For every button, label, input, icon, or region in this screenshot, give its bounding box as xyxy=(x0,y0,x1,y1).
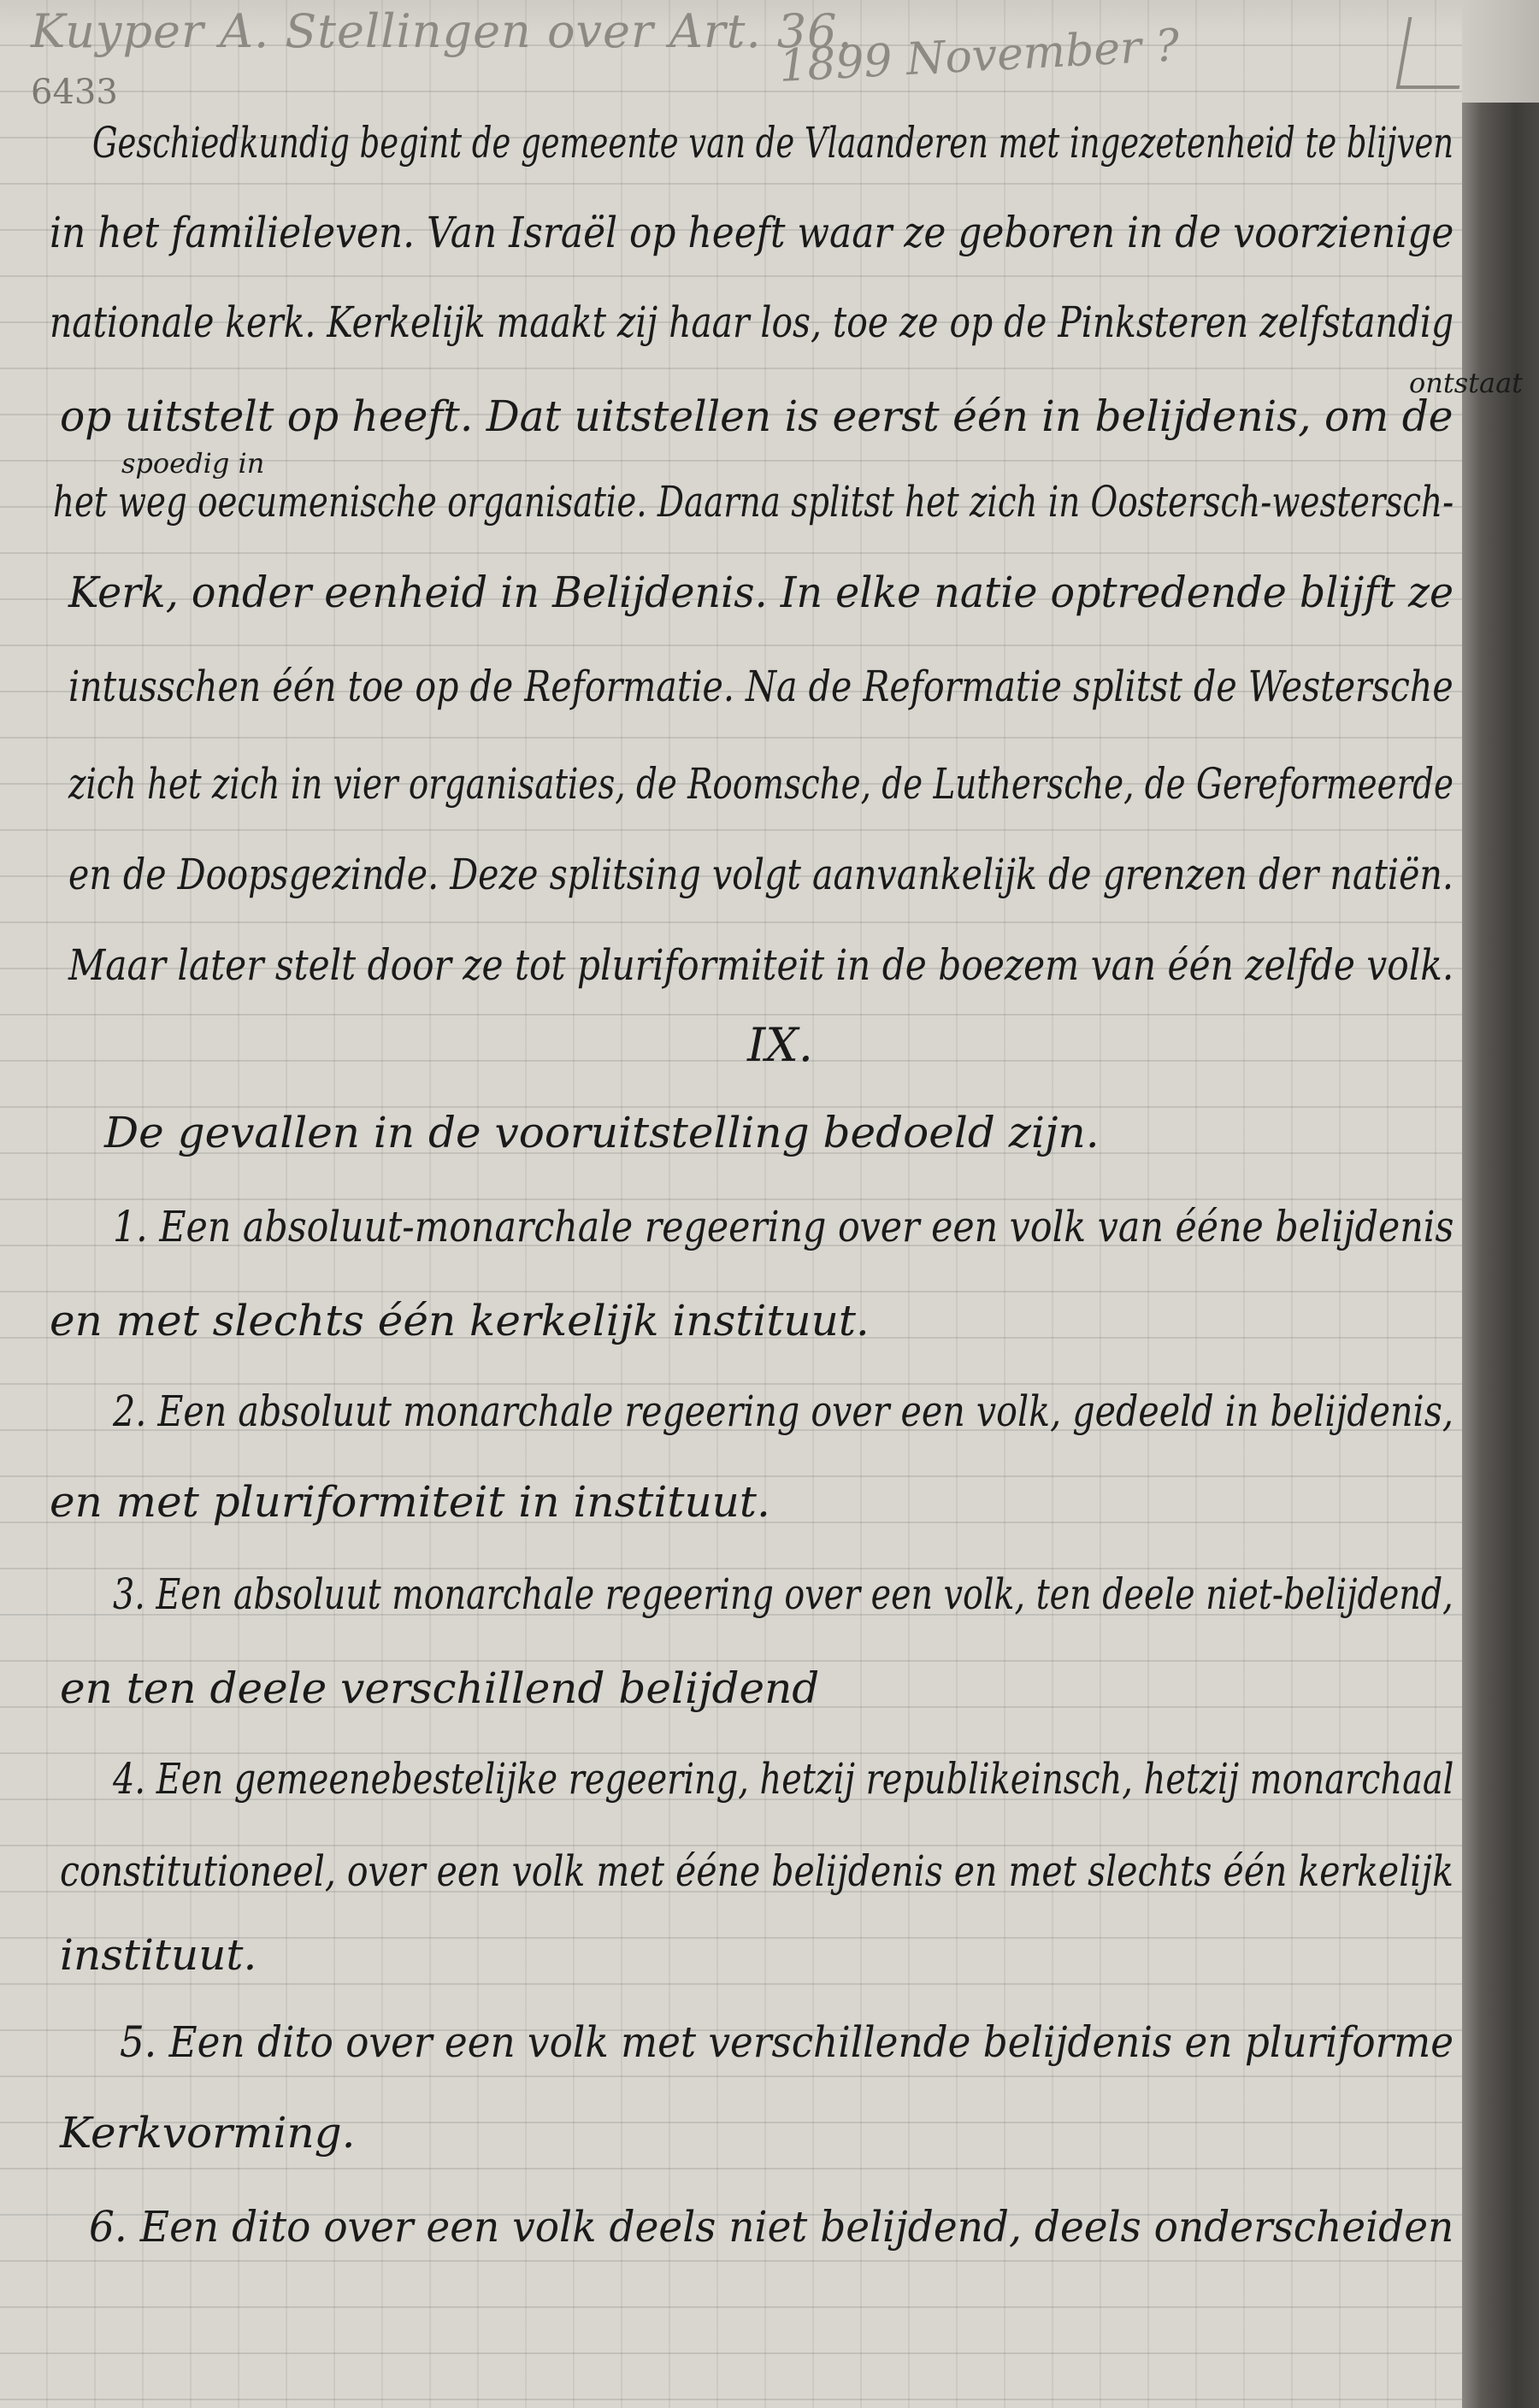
list-item-line: 6. Een dito over een volk deels niet belijdend, deels onderscheiden xyxy=(89,2202,1454,2252)
list-item-line: instituut. xyxy=(60,1930,257,1980)
list-item-line: en ten deele verschillend belijdend xyxy=(60,1663,820,1713)
list-item-line: en met pluriformiteit in instituut. xyxy=(50,1477,770,1527)
manuscript-line: op uitstelt op heeft. Dat uitstellen is eerst één in belijdenis, om de xyxy=(60,392,1454,441)
page-edge-shadow xyxy=(1462,103,1539,2408)
list-item-line: 3. Een absoluut monarchale regeering over een volk, ten deele niet-belijdend, xyxy=(113,1569,1454,1619)
interlinear-correction: ontstaat xyxy=(1409,367,1524,399)
list-item-line: 4. Een gemeenebestelijke regeering, hetzij republikeinsch, hetzij monarchaal xyxy=(113,1754,1454,1804)
list-item-line: Kerkvorming. xyxy=(60,2108,356,2158)
pencil-corner-mark xyxy=(1396,17,1472,89)
manuscript-line: Maar later stelt door ze tot pluriformiteit in de boezem van één zelfde volk. xyxy=(68,940,1454,990)
manuscript-line: Kerk, onder eenheid in Belijdenis. In elke natie optredende blijft ze xyxy=(68,568,1454,617)
manuscript-line: zich het zich in vier organisaties, de Roomsche, de Luthersche, de Gereformeerde xyxy=(68,759,1454,809)
page-edge-light xyxy=(1462,0,1539,103)
manuscript-line: intusschen één toe op de Reformatie. Na de Reformatie splitst de Westersche xyxy=(68,662,1454,711)
archive-date-note: 1899 November ? xyxy=(777,20,1181,92)
manuscript-line: nationale kerk. Kerkelijk maakt zij haar los, toe ze op de Pinksteren zelfstandig xyxy=(50,297,1454,347)
archive-reference-number: 6433 xyxy=(31,73,118,112)
section-heading: IX. xyxy=(747,1018,813,1072)
list-item-line: 1. Een absoluut-monarchale regeering over een volk van ééne belijdenis xyxy=(113,1202,1454,1251)
section-intro: De gevallen in de vooruitstelling bedoeld zijn. xyxy=(104,1108,1100,1157)
manuscript-line: en de Doopsgezinde. Deze splitsing volgt aanvankelijk de grenzen der natiën. xyxy=(68,850,1454,899)
manuscript-line: in het familieleven. Van Israël op heeft waar ze geboren in de voorzienige xyxy=(50,208,1454,257)
list-item-line: 2. Een absoluut monarchale regeering over een volk, gedeeld in belijdenis, xyxy=(113,1387,1454,1436)
interlinear-insertion: spoedig in xyxy=(121,447,265,480)
manuscript-line: Geschiedkundig begint de gemeente van de Vlaanderen met ingezetenheid te blijven xyxy=(92,118,1454,168)
list-item-line: constitutioneel, over een volk met ééne belijdenis en met slechts één kerkelijk xyxy=(60,1846,1454,1896)
archive-header-note: Kuyper A. Stellingen over Art. 36. xyxy=(31,4,853,58)
manuscript-line: het weg oecumenische organisatie. Daarna splitst het zich in Oostersch-westersch- xyxy=(53,477,1454,527)
list-item-line: 5. Een dito over een volk met verschillende belijdenis en pluriforme xyxy=(120,2017,1454,2067)
list-item-line: en met slechts één kerkelijk instituut. xyxy=(50,1296,870,1345)
